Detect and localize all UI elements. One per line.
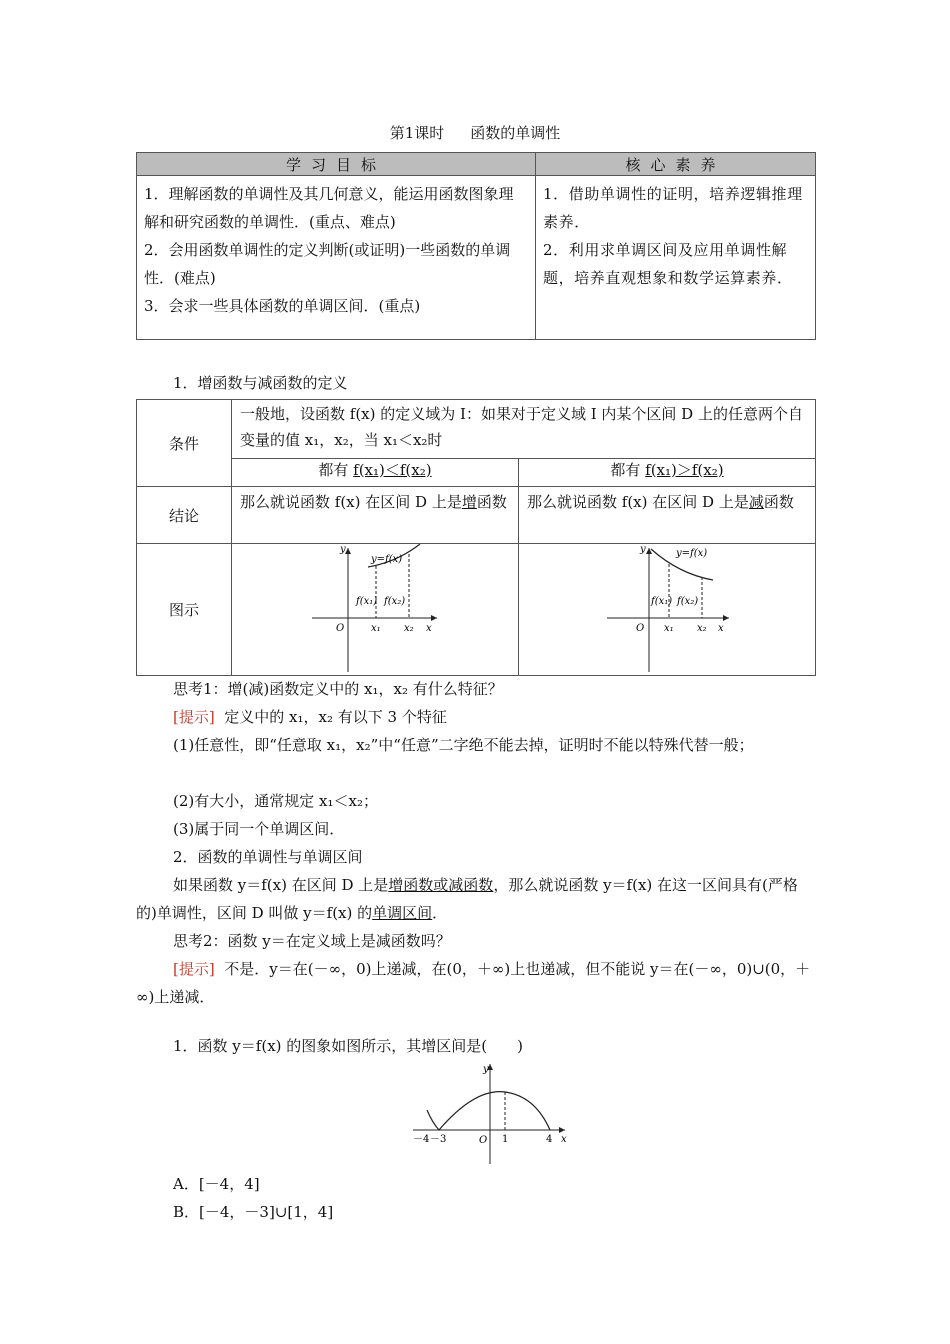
goal-item: 3．会求一些具体函数的单调区间．(重点) bbox=[144, 297, 421, 315]
goal-item: 1．理解函数的单调性及其几何意义，能运用函数图象理解和研究函数的单调性．(重点、难点) bbox=[144, 185, 514, 231]
decreasing-graph-cell bbox=[519, 544, 816, 676]
page-title bbox=[0, 122, 950, 143]
goals-header-left: 学习目标 bbox=[137, 153, 536, 176]
condition-text: 一般地，设函数 f(x) 的定义域为 I：如果对于定义域 I 内某个区间 D 上的任意两个自变量的值 x₁，x₂，当 x₁＜x₂时 bbox=[240, 405, 803, 449]
fx2-label: f(x₂) bbox=[677, 596, 699, 607]
goal-item: 2．会用函数单调性的定义判断(或证明)一些函数的单调性．(难点) bbox=[144, 241, 511, 287]
tick-neg4: －4 bbox=[413, 1134, 430, 1145]
x-axis-arrow bbox=[559, 1127, 565, 1133]
y-label: y bbox=[640, 544, 646, 555]
origin-label: O bbox=[336, 623, 345, 634]
s2-underline-1: 增函数或减函数 bbox=[388, 876, 494, 894]
tip-label: [提示] bbox=[173, 708, 215, 726]
concl-right-pre: 那么就说函数 f(x) 在区间 D 上是 bbox=[527, 493, 749, 511]
cond-left-expr: f(x₁)＜f(x₂) bbox=[353, 461, 432, 480]
origin-label: O bbox=[636, 623, 645, 634]
increasing-function-graph bbox=[232, 544, 518, 675]
tip-text: 不是．y＝在(－∞，0)上递减，在(0，＋∞)上也递减，但不能说 y＝在(－∞，0)∪(0，＋∞)上递减． bbox=[136, 960, 811, 1006]
concl-left-pre: 那么就说函数 f(x) 在区间 D 上是 bbox=[240, 493, 462, 511]
function-curve bbox=[427, 1092, 550, 1130]
fx1-label: f(x₁) bbox=[356, 596, 378, 607]
fx2-label: f(x₂) bbox=[384, 596, 406, 607]
x-axis-arrow bbox=[431, 615, 437, 621]
curve-label: y=f(x) bbox=[371, 554, 403, 565]
concl-left-word: 增 bbox=[461, 493, 477, 511]
think2-question: 思考2：函数 y＝在定义域上是减函数吗？ bbox=[173, 932, 451, 950]
think1-point3: (3)属于同一个单调区间． bbox=[173, 820, 345, 838]
tick-1: 1 bbox=[502, 1134, 509, 1145]
exercise-graph bbox=[405, 1060, 575, 1168]
x-label: x bbox=[561, 1134, 567, 1145]
tip-label: [提示] bbox=[173, 960, 215, 978]
x2-label: x₂ bbox=[697, 623, 707, 634]
x-axis-arrow bbox=[723, 615, 729, 621]
origin-label: O bbox=[479, 1135, 488, 1146]
goals-right-cell bbox=[536, 176, 816, 340]
x2-label: x₂ bbox=[404, 623, 414, 634]
increasing-graph-cell bbox=[232, 544, 519, 676]
condition-cell bbox=[232, 400, 816, 459]
option-b[interactable]: B．[－4，－3]∪[1，4] bbox=[173, 1203, 334, 1221]
goals-table bbox=[136, 152, 816, 340]
row-label-conclusion: 结论 bbox=[137, 487, 232, 544]
section-2-title: 2．函数的单调性与单调区间 bbox=[173, 848, 363, 866]
row-label-condition: 条件 bbox=[137, 400, 232, 487]
literacy-item: 2．利用求单调区间及应用单调性解题，培养直观想象和数学运算素养． bbox=[543, 241, 793, 287]
y-label: y bbox=[340, 544, 346, 555]
concl-left-post: 函数 bbox=[476, 493, 507, 511]
fx1-label: f(x₁) bbox=[651, 596, 673, 607]
x-label: x bbox=[718, 623, 724, 634]
think1-question: 思考1：增(减)函数定义中的 x₁，x₂ 有什么特征？ bbox=[173, 680, 503, 698]
s2-post: ． bbox=[432, 904, 448, 922]
section-2-text bbox=[136, 871, 816, 927]
option-a[interactable]: A．[－4，4] bbox=[173, 1175, 260, 1193]
y-axis-arrow bbox=[345, 548, 351, 554]
x-label: x bbox=[426, 623, 432, 634]
x1-label: x₁ bbox=[371, 623, 381, 634]
concl-right-post: 函数 bbox=[763, 493, 794, 511]
exercise-question: 1．函数 y＝f(x) 的图象如图所示，其增区间是( ) bbox=[173, 1037, 523, 1055]
think2-tip bbox=[136, 955, 816, 1011]
lesson-topic: 函数的单调性 bbox=[470, 124, 561, 142]
think1-point1: (1)任意性，即“任意取 x₁，x₂”中“任意”二字绝不能去掉，证明时不能以特殊代替一般； bbox=[173, 736, 754, 754]
conclusion-increasing bbox=[232, 487, 519, 544]
decreasing-function-graph bbox=[519, 544, 815, 675]
think1-tip bbox=[173, 703, 447, 731]
s2-underline-2: 单调区间 bbox=[372, 904, 433, 922]
concl-right-word: 减 bbox=[748, 493, 764, 511]
row-label-graph: 图示 bbox=[137, 544, 232, 676]
tick-4: 4 bbox=[546, 1134, 553, 1145]
think1-point2: (2)有大小，通常规定 x₁＜x₂； bbox=[173, 792, 378, 810]
conclusion-decreasing bbox=[519, 487, 816, 544]
tick-neg3: －3 bbox=[430, 1134, 447, 1145]
goals-header-right: 核心素养 bbox=[536, 153, 816, 176]
cond-right-expr: f(x₁)＞f(x₂) bbox=[645, 461, 724, 480]
x1-label: x₁ bbox=[664, 623, 674, 634]
curve-label: y=f(x) bbox=[676, 548, 708, 559]
definition-table bbox=[136, 399, 816, 676]
cond-right-prefix: 都有 bbox=[610, 461, 641, 480]
section-1-title: 1．增函数与减函数的定义 bbox=[173, 374, 348, 392]
lesson-number: 第1课时 bbox=[389, 124, 445, 142]
y-label: y bbox=[483, 1064, 489, 1075]
condition-increasing bbox=[232, 459, 519, 487]
condition-decreasing bbox=[519, 459, 816, 487]
s2-pre: 如果函数 y＝f(x) 在区间 D 上是 bbox=[173, 876, 389, 894]
literacy-item: 1．借助单调性的证明，培养逻辑推理素养． bbox=[543, 185, 803, 231]
goals-left-cell bbox=[137, 176, 536, 340]
cond-left-prefix: 都有 bbox=[318, 461, 349, 480]
tip-text: 定义中的 x₁，x₂ 有以下 3 个特征 bbox=[224, 708, 447, 726]
s2-mid: ，那么就说函数 y＝f(x) 在这一区间具有(严格的)单调性，区间 D 叫做 y＝f(x) 的 bbox=[136, 876, 798, 922]
